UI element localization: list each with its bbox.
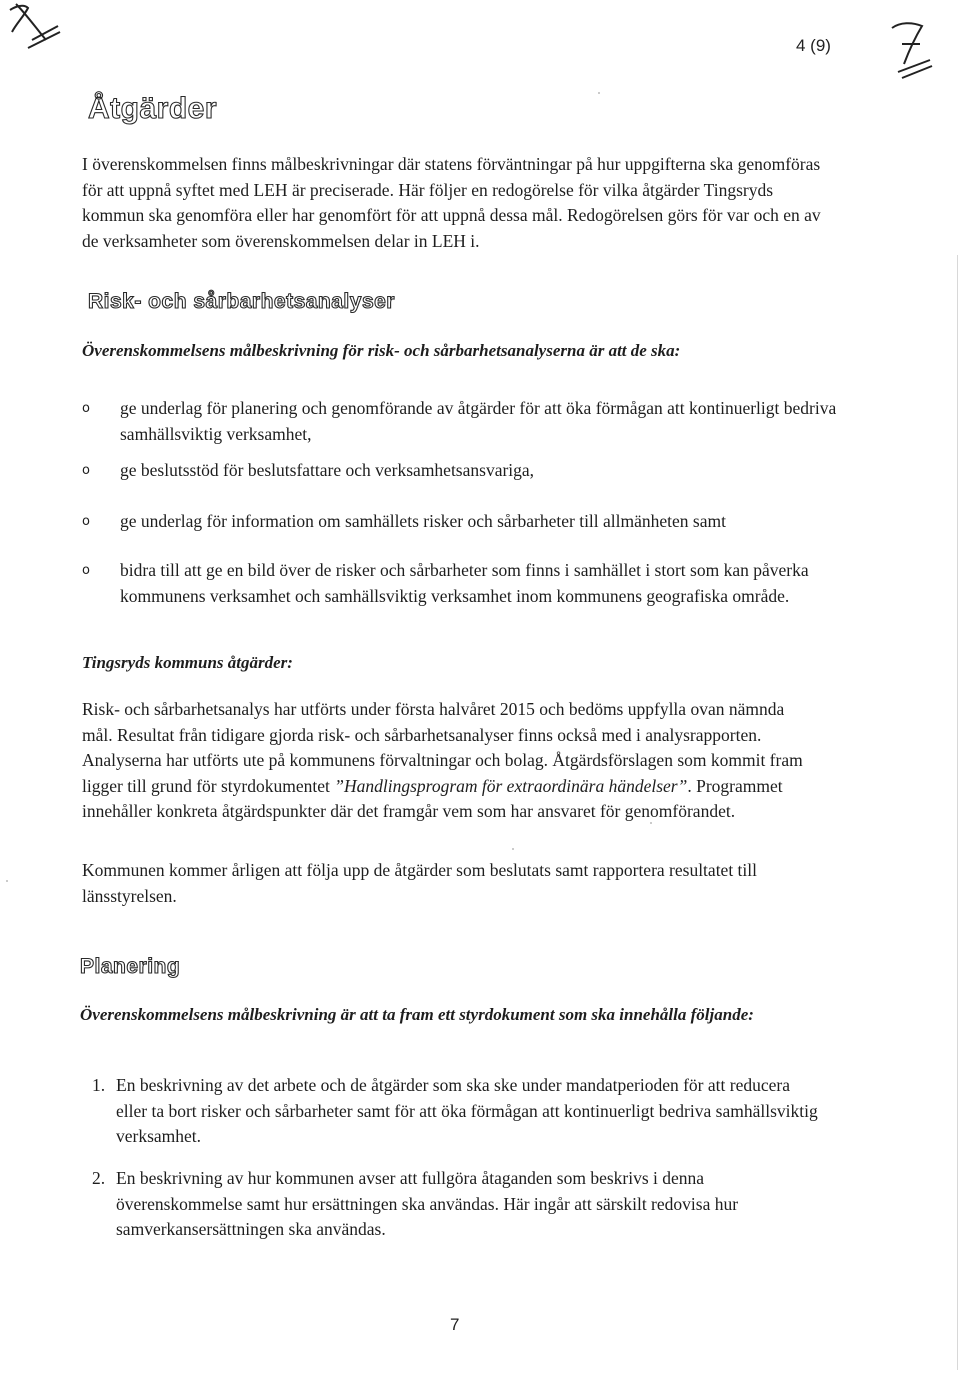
bullet-marker: o — [82, 514, 90, 529]
risk-goal-intro: Överenskommelsens målbeskrivning för risk- och sårbarhetsanalyserna är att de ska: — [82, 341, 681, 360]
list-item — [82, 396, 842, 447]
tingsryd-text-part1: Risk- och sårbarhetsanalys har utförts under första halvåret 2015 och bedöms uppfylla ovan nämnda mål. Resultat från tidigare gjorda risk- och sårbarhetsanalyser finns också med i analysrapporten. Analyserna har utförts ute på kommunens förvaltningar och bolag. Åtgärdsförslagen som kommit fram ligger till grund för styrdokumentet — [82, 699, 803, 796]
page-reference: 4 (9) — [796, 36, 831, 55]
list-item — [82, 458, 842, 484]
list-item-text: ge underlag för information om samhällets risker och sårbarheter till allmänheten samt — [120, 511, 726, 531]
scan-speck — [512, 848, 514, 850]
list-item — [82, 558, 842, 609]
list-item-text: ge underlag för planering och genomförande av åtgärder för att öka förmågan att kontinuerligt bedriva samhällsviktig verksamhet, — [120, 398, 837, 444]
followup-paragraph: Kommunen kommer årligen att följa upp de åtgärder som beslutats samt rapportera resultatet till länsstyrelsen. — [82, 860, 758, 906]
list-item — [82, 509, 842, 535]
scan-speck — [6, 880, 8, 882]
bullet-marker: o — [82, 463, 90, 478]
handwritten-initial-mark — [2, 0, 64, 64]
tingsryd-heading: Tingsryds kommuns åtgärder: — [82, 653, 293, 672]
document-title: ”Handlingsprogram för extraordinära händelser” — [334, 775, 688, 796]
list-item-text: En beskrivning av det arbete och de åtgärder som ska ske under mandatperioden för att reducera eller ta bort risker och sårbarheter samt för att öka förmågan att kontinuerligt bedriva samhällsviktig verksamhet. — [116, 1075, 818, 1146]
list-number: 1. — [92, 1075, 106, 1095]
heading-atgarder: Åtgärder — [88, 92, 218, 125]
planering-goal-intro: Överenskommelsens målbeskrivning är att ta fram ett styrdokument som ska innehålla följande: — [80, 1005, 754, 1024]
tingsryd-text-part2: . Programmet innehåller konkreta åtgärdspunkter där det framgår vem som har ansvaret för genomförandet. — [82, 775, 783, 821]
heading-risk-analys: Risk- och sårbarhetsanalyser — [88, 290, 395, 313]
list-item-text: bidra till att ge en bild över de risker och sårbarheter som finns i samhället i stort som kan påverka kommunens verksamhet och samhällsviktig verksamhet inom kommunens geografiska område. — [120, 560, 809, 606]
scan-speck — [650, 822, 652, 824]
tingsryd-paragraph — [82, 697, 818, 825]
bullet-marker: o — [82, 563, 90, 578]
handwritten-seven-mark — [886, 14, 936, 82]
list-item — [82, 1073, 822, 1150]
page-number: 7 — [450, 1315, 460, 1334]
scan-speck — [598, 92, 600, 94]
list-item-text: ge beslutsstöd för beslutsfattare och verksamhetsansvariga, — [120, 460, 535, 480]
intro-paragraph: I överenskommelsen finns målbeskrivningar där statens förväntningar på hur uppgifterna ska genomföras för att uppnå syftet med LEH är preciserade. Här följer en redogörelse för vilka åtgärder Tingsryds kommun ska genomföra eller har genomfört för att uppnå dessa mål. Redogörelsen görs för var och en av de verksamheter som överenskommelsen delar in LEH i. — [82, 154, 821, 251]
list-number: 2. — [92, 1168, 106, 1188]
list-item-text: En beskrivning av hur kommunen avser att fullgöra åtaganden som beskrivs i denna överenskommelse samt hur ersättningen ska användas. Här ingår att särskilt redovisa hur samverkansersättningen ska användas. — [116, 1168, 739, 1239]
bullet-marker: o — [82, 401, 90, 416]
scan-edge-line — [957, 255, 958, 1370]
heading-planering: Planering — [80, 955, 181, 978]
list-item — [82, 1166, 822, 1243]
